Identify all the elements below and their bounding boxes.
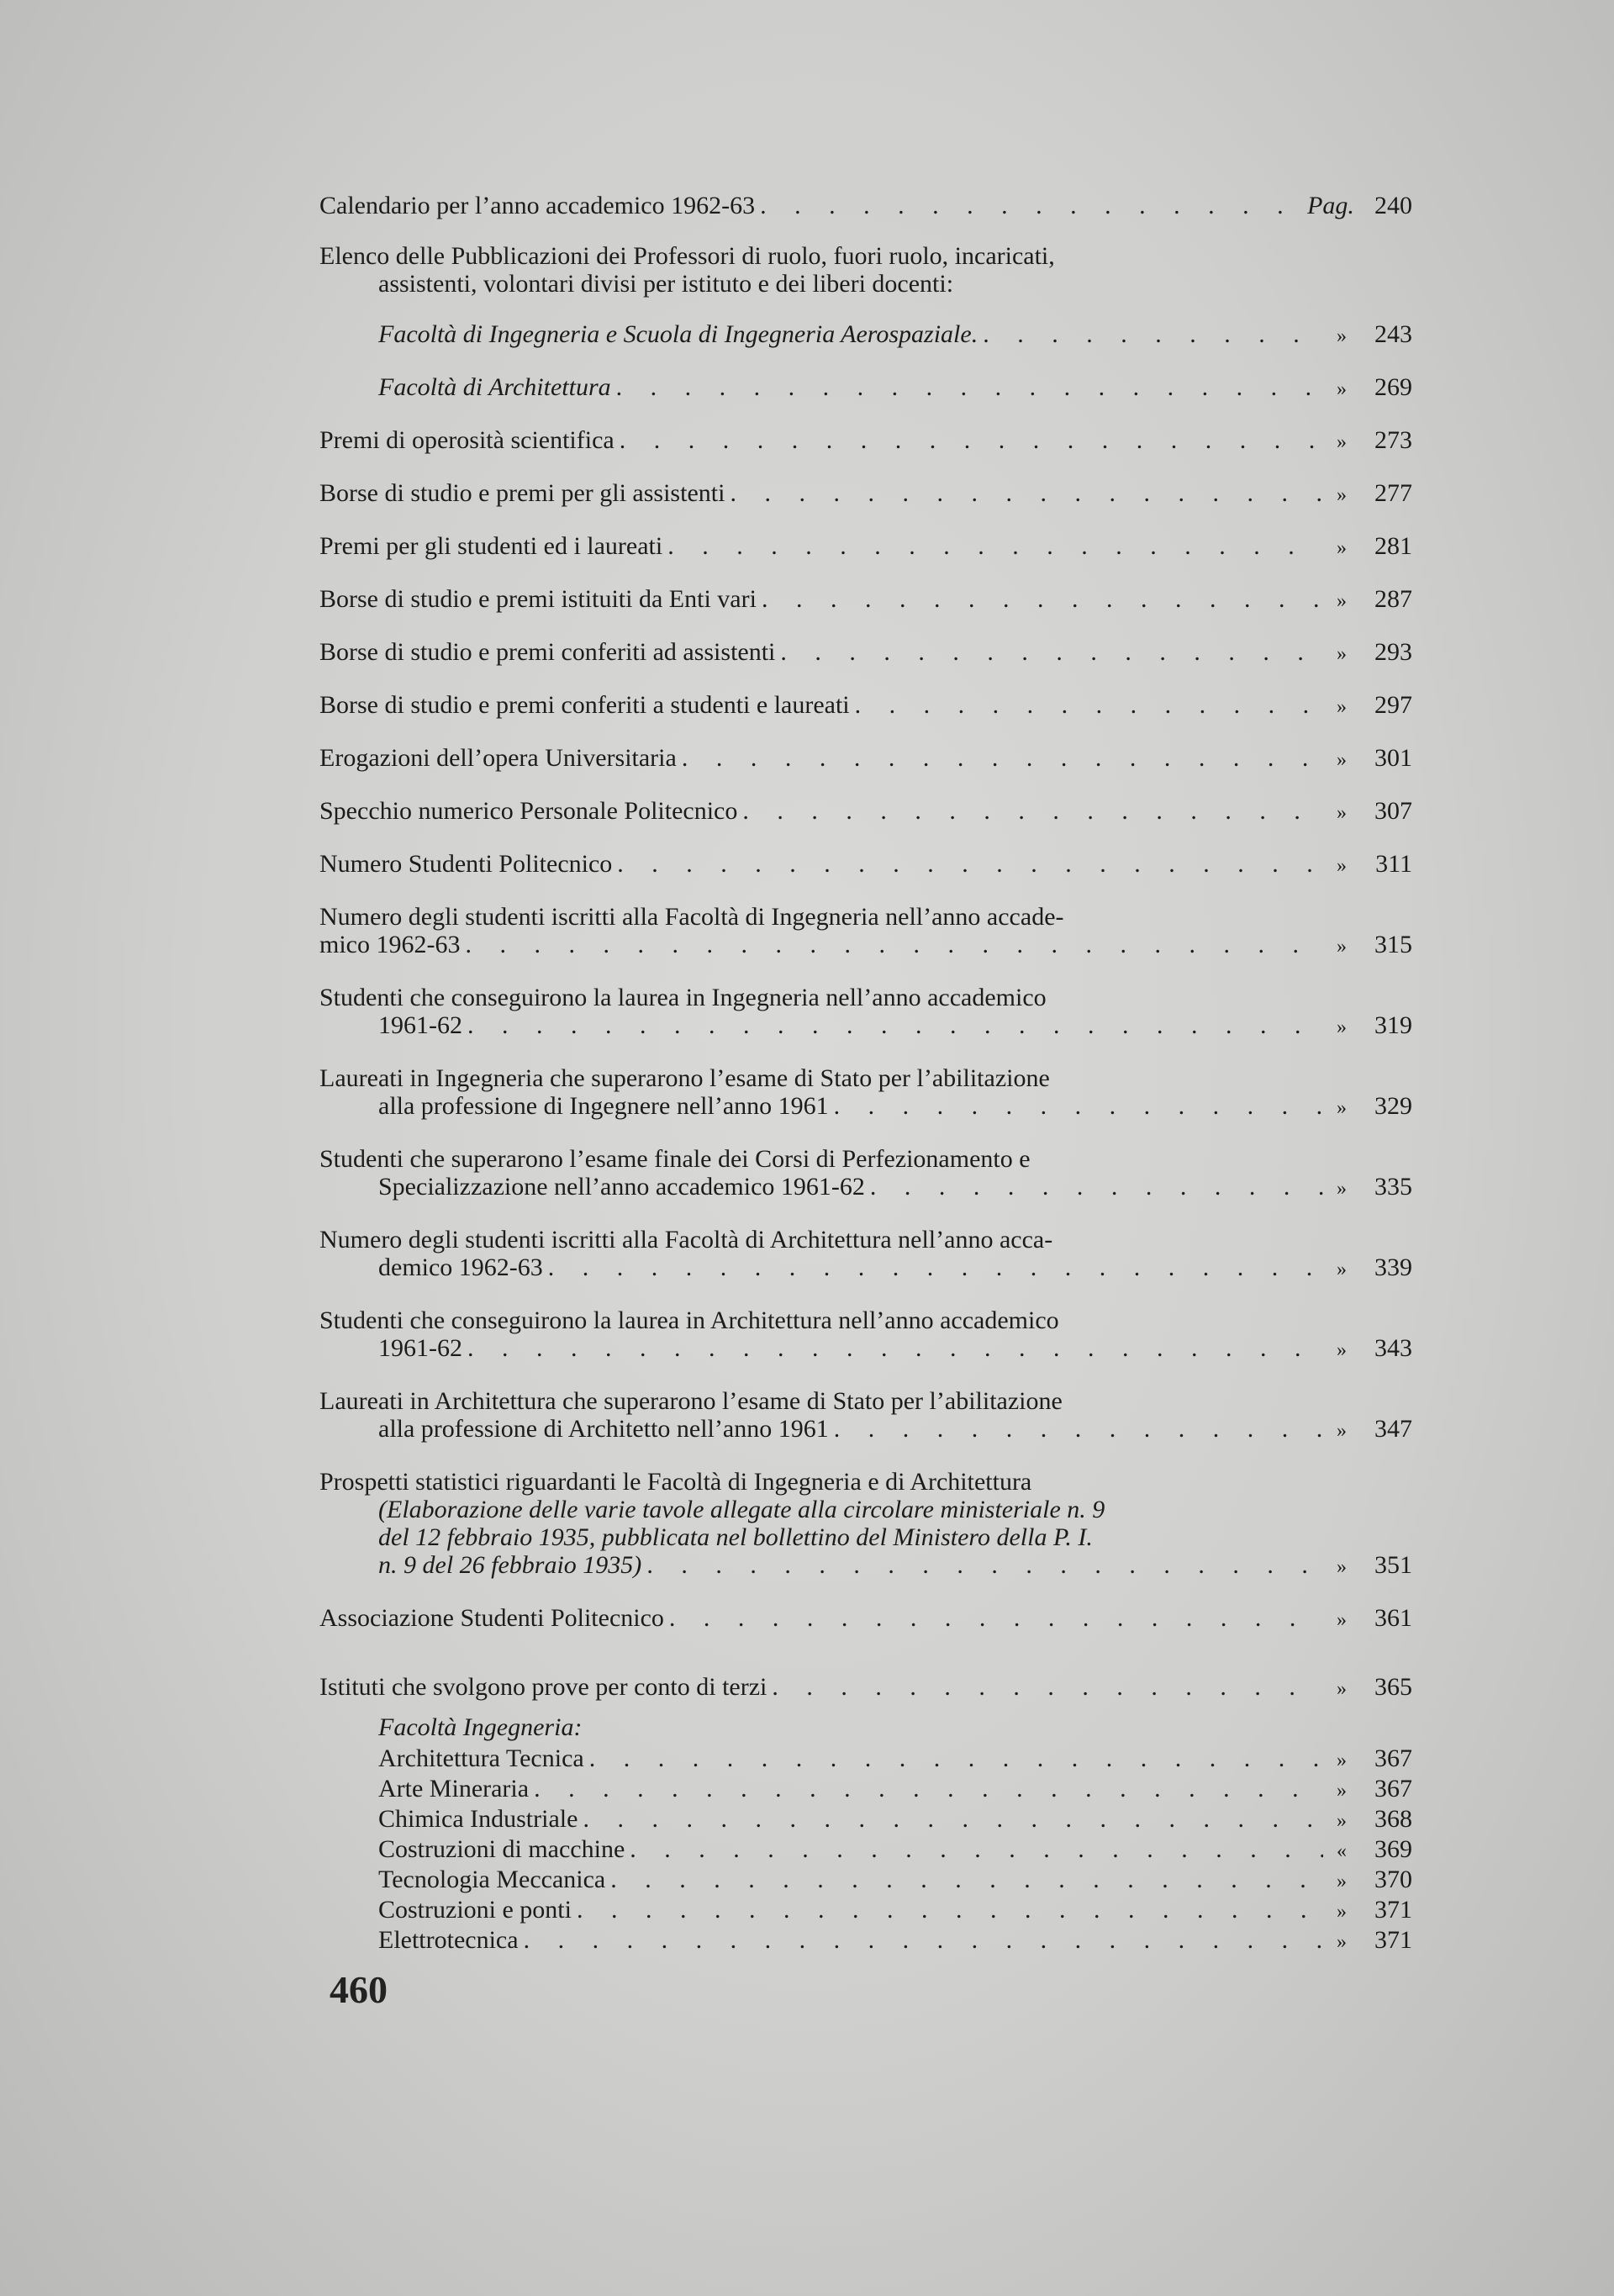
- ditto-mark: »: [1337, 431, 1347, 453]
- dot-leader: [737, 797, 1323, 825]
- toc-entry: [319, 242, 1412, 298]
- ditto-mark: »: [1337, 325, 1347, 347]
- entry-title: Arte Mineraria: [378, 1775, 530, 1802]
- entry-title: 1961-62: [378, 1334, 462, 1362]
- dot-leader: [462, 1334, 1323, 1362]
- toc-entry: [378, 320, 1412, 351]
- page-number: 460: [330, 1968, 388, 2011]
- toc-row: [319, 532, 1412, 562]
- page-ref: 371: [1374, 1896, 1412, 1924]
- page-ref: 277: [1374, 479, 1412, 507]
- toc-entry: [319, 1604, 1412, 1634]
- ditto-mark: »: [1337, 855, 1347, 877]
- toc-row: [319, 1254, 1412, 1284]
- entry-title: Elettrotecnica: [378, 1926, 519, 1954]
- page-ref: 367: [1374, 1744, 1412, 1772]
- ditto-mark: »: [1337, 590, 1347, 612]
- entry-title: Calendario per l’anno accademico 1962-63: [319, 192, 756, 219]
- dot-leader: [757, 585, 1323, 613]
- toc-row: [319, 1173, 1412, 1203]
- dot-leader: [572, 1896, 1323, 1924]
- page-ref: 315: [1374, 931, 1412, 958]
- toc-row: [319, 1673, 1412, 1703]
- ditto-mark: »: [1337, 1259, 1347, 1280]
- toc-row: [378, 320, 1412, 351]
- toc-entry: [319, 1226, 1412, 1284]
- toc-row: [319, 744, 1412, 774]
- toc-entry: [319, 1673, 1412, 1703]
- dot-leader: [829, 1092, 1323, 1120]
- page-ref: 351: [1374, 1551, 1412, 1579]
- dot-leader: [578, 1805, 1323, 1833]
- page-ref: 293: [1374, 638, 1412, 666]
- toc-row: [319, 931, 1412, 961]
- dot-leader: [662, 532, 1323, 560]
- ditto-mark: »: [1337, 1016, 1347, 1038]
- entry-title: Borse di studio e premi istituiti da Enti vari: [319, 585, 757, 613]
- dot-leader: [584, 1744, 1323, 1772]
- toc-row: [378, 1896, 1412, 1926]
- toc-entry: [378, 1713, 1412, 1741]
- dot-leader: [625, 1835, 1323, 1863]
- toc-row: [378, 1744, 1412, 1775]
- toc-entry: [378, 1835, 1412, 1866]
- toc-entry: [378, 373, 1412, 404]
- page-ref: 335: [1374, 1173, 1412, 1201]
- dot-leader: [850, 691, 1323, 719]
- toc-entry: [319, 903, 1412, 961]
- entry-text-line: Studenti che conseguirono la laurea in Ingegneria nell’anno accademico: [319, 984, 1047, 1011]
- page-ref: 361: [1374, 1604, 1412, 1632]
- entry-text-line-italic: (Elaborazione delle varie tavole allegate alla circolare ministeriale n. 9: [378, 1496, 1105, 1523]
- ditto-mark: »: [1337, 1556, 1347, 1578]
- toc-row: [378, 373, 1412, 404]
- page-ref: 243: [1374, 320, 1412, 348]
- dot-leader: [611, 373, 1323, 401]
- ditto-mark: »: [1337, 1931, 1347, 1953]
- entry-title: n. 9 del 26 febbraio 1935): [378, 1551, 642, 1579]
- dot-leader: [543, 1254, 1323, 1281]
- ditto-mark: »: [1337, 1871, 1347, 1892]
- entry-title: Borse di studio e premi per gli assistenti: [319, 479, 725, 507]
- toc-row: [319, 1604, 1412, 1634]
- page-ref: 319: [1374, 1011, 1412, 1039]
- entry-text-line: Numero degli studenti iscritti alla Facoltà di Ingegneria nell’anno accade-: [319, 903, 1064, 931]
- entry-title: Chimica Industriale: [378, 1805, 578, 1833]
- page-ref: 347: [1374, 1415, 1412, 1443]
- entry-title: Borse di studio e premi conferiti ad assistenti: [319, 638, 776, 666]
- toc-entry: [319, 744, 1412, 774]
- page-ref: 369: [1374, 1835, 1412, 1863]
- page-ref: 307: [1374, 797, 1412, 825]
- ditto-mark: »: [1337, 378, 1347, 400]
- toc-row: [319, 850, 1412, 880]
- entry-text-line: Prospetti statistici riguardanti le Facoltà di Ingegneria e di Architettura: [319, 1468, 1032, 1496]
- ditto-mark: »: [1337, 696, 1347, 718]
- page-ref: 371: [1374, 1926, 1412, 1954]
- toc-row: [319, 192, 1412, 219]
- toc-entry: [319, 850, 1412, 880]
- toc-row: [319, 1415, 1412, 1445]
- toc-row: [378, 1805, 1412, 1835]
- ditto-mark: »: [1337, 1609, 1347, 1631]
- entry-title: Associazione Studenti Politecnico: [319, 1604, 664, 1632]
- dot-leader: [677, 744, 1323, 772]
- toc-row: [319, 691, 1412, 721]
- entry-title: Istituti che svolgono prove per conto di terzi: [319, 1673, 767, 1701]
- page-ref: 281: [1374, 532, 1412, 560]
- toc-entry: [319, 585, 1412, 615]
- ditto-mark: «: [1337, 1840, 1347, 1862]
- dot-leader: [664, 1604, 1323, 1632]
- toc-row: [319, 1551, 1412, 1581]
- toc-entry: [319, 797, 1412, 827]
- entry-text-line-italic: del 12 febbraio 1935, pubblicata nel bollettino del Ministero della P. I.: [378, 1523, 1093, 1551]
- ditto-mark: »: [1337, 1420, 1347, 1442]
- dot-leader: [978, 320, 1323, 348]
- page-ref: 240: [1374, 192, 1412, 219]
- table-of-contents: [319, 192, 1412, 1956]
- toc-entry: [319, 479, 1412, 509]
- dot-leader: [462, 1011, 1323, 1039]
- entry-title: Premi per gli studenti ed i laureati: [319, 532, 663, 560]
- toc-row: [378, 1775, 1412, 1805]
- ditto-mark: »: [1337, 1178, 1347, 1200]
- entry-text-line: Laureati in Ingegneria che superarono l’esame di Stato per l’abilitazione: [319, 1064, 1050, 1092]
- toc-entry: [319, 984, 1412, 1042]
- toc-entry: [319, 1387, 1412, 1445]
- toc-entry: [319, 192, 1412, 219]
- toc-entry: [319, 1145, 1412, 1203]
- toc-row: [319, 638, 1412, 668]
- entry-title: Tecnologia Meccanica: [378, 1866, 606, 1893]
- entry-text-line: Elenco delle Pubblicazioni dei Professori di ruolo, fuori ruolo, incaricati,: [319, 242, 1055, 270]
- page-ref: 273: [1374, 426, 1412, 454]
- entry-title: Numero Studenti Politecnico: [319, 850, 613, 878]
- toc-entry: [319, 638, 1412, 668]
- toc-row: [378, 1866, 1412, 1896]
- ditto-mark: »: [1337, 537, 1347, 559]
- section-label: Facoltà Ingegneria:: [378, 1713, 583, 1741]
- toc-entry: [378, 1926, 1412, 1956]
- dot-leader: [775, 638, 1323, 666]
- ditto-mark: »: [1337, 643, 1347, 665]
- entry-text-line: Laureati in Architettura che superarono l’esame di Stato per l’abilitazione: [319, 1387, 1063, 1415]
- ditto-mark: »: [1337, 1901, 1347, 1923]
- toc-entry: [378, 1775, 1412, 1805]
- dot-leader: [614, 426, 1323, 454]
- toc-entry: [319, 1306, 1412, 1364]
- entry-title: Erogazioni dell’opera Universitaria: [319, 744, 677, 772]
- toc-row: [319, 426, 1412, 457]
- entry-title: alla professione di Architetto nell’anno 1961: [378, 1415, 829, 1443]
- entry-title: Facoltà di Architettura: [378, 373, 611, 401]
- entry-title: Specchio numerico Personale Politecnico: [319, 797, 738, 825]
- toc-row: [378, 1926, 1412, 1956]
- dot-leader: [529, 1775, 1323, 1802]
- page-ref: 339: [1374, 1254, 1412, 1281]
- entry-text-line: Numero degli studenti iscritti alla Facoltà di Architettura nell’anno acca-: [319, 1226, 1053, 1254]
- toc-entry: [319, 1468, 1412, 1581]
- page-ref: 297: [1374, 691, 1412, 719]
- entry-title: Borse di studio e premi conferiti a studenti e laureati: [319, 691, 850, 719]
- page-ref: 329: [1374, 1092, 1412, 1120]
- ditto-mark: »: [1337, 1339, 1347, 1361]
- dot-leader: [865, 1173, 1323, 1201]
- ditto-mark: »: [1337, 1678, 1347, 1700]
- entry-title: mico 1962-63: [319, 931, 461, 958]
- toc-entry: [378, 1805, 1412, 1835]
- dot-leader: [767, 1673, 1323, 1701]
- ditto-mark: »: [1337, 484, 1347, 506]
- page-ref: 301: [1374, 744, 1412, 772]
- toc-row: [319, 797, 1412, 827]
- ditto-mark: »: [1337, 936, 1347, 958]
- dot-leader: [829, 1415, 1323, 1443]
- page-ref: 370: [1374, 1866, 1412, 1893]
- toc-entry: [378, 1896, 1412, 1926]
- page-ref: 287: [1374, 585, 1412, 613]
- ditto-mark: »: [1337, 1780, 1347, 1802]
- dot-leader: [755, 192, 1301, 219]
- entry-title: Facoltà di Ingegneria e Scuola di Ingegneria Aerospaziale.: [378, 320, 978, 348]
- toc-entry: [319, 1064, 1412, 1122]
- toc-entry: [378, 1866, 1412, 1896]
- page-ref: 311: [1375, 850, 1412, 878]
- dot-leader: [519, 1926, 1323, 1954]
- ditto-mark: »: [1337, 802, 1347, 824]
- ditto-mark: »: [1337, 1810, 1347, 1832]
- entry-text-line: Studenti che conseguirono la laurea in Architettura nell’anno accademico: [319, 1306, 1059, 1334]
- entry-text-line: assistenti, volontari divisi per istituto e dei liberi docenti:: [378, 270, 954, 298]
- dot-leader: [605, 1866, 1323, 1893]
- toc-entry: [319, 426, 1412, 457]
- toc-row: [319, 1334, 1412, 1364]
- toc-entry: [378, 1744, 1412, 1775]
- page-ref: 368: [1374, 1805, 1412, 1833]
- page-ref: 343: [1374, 1334, 1412, 1362]
- toc-row: [319, 1011, 1412, 1042]
- ditto-mark: »: [1337, 1097, 1347, 1119]
- page-ref: 367: [1374, 1775, 1412, 1802]
- entry-title: Costruzioni e ponti: [378, 1896, 572, 1924]
- entry-title: Specializzazione nell’anno accademico 1961-62: [378, 1173, 865, 1201]
- entry-title: Costruzioni di macchine: [378, 1835, 625, 1863]
- ditto-mark: »: [1337, 749, 1347, 771]
- dot-leader: [641, 1551, 1323, 1579]
- entry-title: 1961-62: [378, 1011, 462, 1039]
- entry-title: demico 1962-63: [378, 1254, 543, 1281]
- dot-leader: [460, 931, 1323, 958]
- dot-leader: [725, 479, 1323, 507]
- dot-leader: [612, 850, 1323, 878]
- toc-row: [378, 1835, 1412, 1866]
- entry-text-line: Studenti che superarono l’esame finale dei Corsi di Perfezionamento e: [319, 1145, 1031, 1173]
- page-ref: 365: [1374, 1673, 1412, 1701]
- toc-entry: [319, 532, 1412, 562]
- toc-row: [319, 585, 1412, 615]
- toc-row: [319, 1092, 1412, 1122]
- page-ref: 269: [1374, 373, 1412, 401]
- toc-row: [319, 479, 1412, 509]
- entry-title: alla professione di Ingegnere nell’anno 1961: [378, 1092, 829, 1120]
- toc-entry: [319, 691, 1412, 721]
- entry-title: Premi di operosità scientifica: [319, 426, 614, 454]
- entry-title: Architettura Tecnica: [378, 1744, 584, 1772]
- pag-label: Pag.: [1307, 192, 1354, 219]
- ditto-mark: »: [1337, 1750, 1347, 1771]
